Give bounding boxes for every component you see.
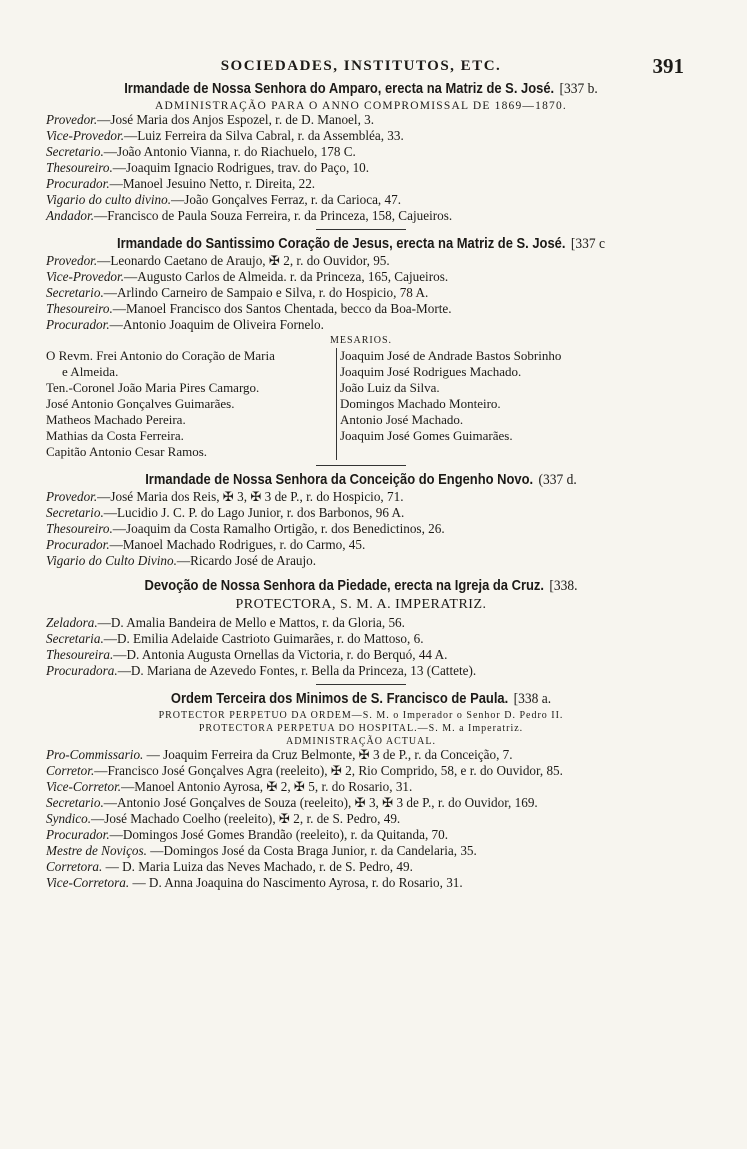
mesario: João Luiz da Silva.	[340, 380, 440, 395]
mesarios-right-column	[336, 348, 561, 460]
divider	[316, 229, 406, 230]
entry: Procurador.—Manoel Jesuino Netto, r. Direita, 22.	[46, 176, 316, 191]
section-ref: [337 b.	[559, 81, 598, 97]
entry: Mestre de Noviços. —Domingos José da Costa Braga Junior, r. da Candelaria, 35.	[46, 843, 477, 858]
mesario: e Almeida.	[62, 364, 119, 379]
section-ref: [338.	[549, 578, 578, 594]
mesario: O Revm. Frei Antonio do Coração de Maria	[46, 348, 275, 363]
section-title-amparo: Irmandade de Nossa Senhora do Amparo, erecta na Matriz de S. José. [337 b.	[124, 81, 598, 97]
entry: Vice-Provedor.—Luiz Ferreira da Silva Cabral, r. da Assembléa, 33.	[46, 128, 404, 143]
mesario: Matheos Machado Pereira.	[46, 412, 186, 427]
entry-list	[46, 112, 676, 224]
mesario: Mathias da Costa Ferreira.	[46, 428, 184, 443]
entry: Procurador.—Antonio Joaquim de Oliveira Fornelo.	[46, 317, 324, 332]
running-title: SOCIEDADES, INSTITUTOS, ETC.	[220, 58, 502, 74]
entry-list	[46, 747, 676, 891]
entry: Secretario.—Antonio José Gonçalves de Souza (reeleito), ✠ 3, ✠ 3 de P., r. do Ouvidor, 169.	[46, 795, 538, 810]
entry: Provedor.—Leonardo Caetano de Araujo, ✠ 2, r. do Ouvidor, 95.	[46, 253, 390, 268]
protector-line: PROTECTOR PERPETUO DA ORDEM—S. M. o Imperador o Senhor D. Pedro II.	[158, 710, 564, 721]
mesario: Capitão Antonio Cesar Ramos.	[46, 444, 208, 459]
running-header	[46, 54, 684, 78]
mesario: Antonio José Machado.	[340, 412, 464, 427]
entry-list	[46, 253, 676, 333]
entry: Procuradora.—D. Mariana de Azevedo Fontes, r. Bella da Princeza, 13 (Cattete).	[46, 663, 477, 678]
mesarios-columns	[46, 348, 676, 460]
entry: Provedor.—José Maria dos Anjos Espozel, r. de D. Manoel, 3.	[46, 112, 375, 127]
entry: Andador.—Francisco de Paula Souza Ferreira, r. da Princeza, 158, Cajueiros.	[46, 208, 453, 223]
entry: Secretario.—Lucidio J. C. P. do Lago Junior, r. dos Barbonos, 96 A.	[46, 505, 405, 520]
section-title-coracao: Irmandade do Santissimo Coração de Jesus, erecta na Matriz de S. José. [337 c	[117, 236, 605, 252]
entry: Vigario do culto divino.—João Gonçalves Ferraz, r. da Carioca, 47.	[46, 192, 402, 207]
entry: Thesoureiro.—Manoel Francisco dos Santos Chentada, becco da Boa-Morte.	[46, 301, 452, 316]
entry: Procurador.—Manoel Machado Rodrigues, r. do Carmo, 45.	[46, 537, 366, 552]
admin-label: ADMINISTRAÇÃO ACTUAL.	[286, 736, 436, 747]
mesario: Joaquim José Rodrigues Machado.	[340, 364, 522, 379]
mesarios-left-column	[46, 348, 336, 460]
mesario: Joaquim José de Andrade Bastos Sobrinho	[340, 348, 562, 363]
section-ref: (337 d.	[538, 472, 577, 488]
entry-list	[46, 615, 676, 679]
mesario: Joaquim José Gomes Guimarães.	[340, 428, 513, 443]
entry: Pro-Commissario. — Joaquim Ferreira da Cruz Belmonte, ✠ 3 de P., r. da Conceição, 7.	[46, 747, 513, 762]
entry: Procurador.—Domingos José Gomes Brandão (reeleito), r. da Quitanda, 70.	[46, 827, 449, 842]
entry-list	[46, 489, 676, 569]
divider	[316, 684, 406, 685]
protectora-line: PROTECTORA, S. M. A. IMPERATRIZ.	[235, 597, 487, 612]
entry: Corretor.—Francisco José Gonçalves Agra (reeleito), ✠ 2, Rio Comprido, 58, e r. do Ouvidor, 85.	[46, 763, 563, 778]
section-title-piedade: Devoção de Nossa Senhora da Piedade, erecta na Igreja da Cruz. [338.	[144, 578, 578, 594]
page-number: 391	[652, 54, 684, 78]
entry: Thesoureiro.—Joaquim da Costa Ramalho Ortigão, r. dos Benedictinos, 26.	[46, 521, 445, 536]
section-subtitle: ADMINISTRAÇÃO PARA O ANNO COMPROMISSAL DE 1869—1870.	[154, 100, 568, 112]
entry: Thesoureiro.—Joaquim Ignacio Rodrigues, trav. do Paço, 10.	[46, 160, 370, 175]
entry: Secretario.—João Antonio Vianna, r. do Riachuelo, 178 C.	[46, 144, 356, 159]
section-ref: [337 c	[570, 236, 605, 252]
entry: Vigario do Culto Divino.—Ricardo José de Araujo.	[46, 553, 317, 568]
entry: Vice-Corretor.—Manoel Antonio Ayrosa, ✠ 2, ✠ 5, r. do Rosario, 31.	[46, 779, 413, 794]
entry: Vice-Provedor.—Augusto Carlos de Almeida. r. da Princeza, 165, Cajueiros.	[46, 269, 449, 284]
mesarios-label: MESARIOS.	[329, 335, 393, 346]
mesario: Ten.-Coronel João Maria Pires Camargo.	[46, 380, 260, 395]
divider	[316, 465, 406, 466]
entry: Syndico.—José Machado Coelho (reeleito), ✠ 2, r. de S. Pedro, 49.	[46, 811, 401, 826]
mesario: Domingos Machado Monteiro.	[340, 396, 501, 411]
entry: Secretario.—Arlindo Carneiro de Sampaio e Silva, r. do Hospicio, 78 A.	[46, 285, 429, 300]
entry: Zeladora.—D. Amalia Bandeira de Mello e Mattos, r. da Gloria, 56.	[46, 615, 405, 630]
entry: Secretaria.—D. Emilia Adelaide Castrioto Guimarães, r. do Mattoso, 6.	[46, 631, 424, 646]
mesario: José Antonio Gonçalves Guimarães.	[46, 396, 235, 411]
entry: Vice-Corretora. — D. Anna Joaquina do Nascimento Ayrosa, r. do Rosario, 31.	[46, 875, 463, 890]
document-page	[46, 54, 684, 891]
section-title-conceicao: Irmandade de Nossa Senhora da Conceição do Engenho Novo. (337 d.	[145, 472, 577, 488]
entry: Corretora. — D. Maria Luiza das Neves Machado, r. de S. Pedro, 49.	[46, 859, 413, 874]
section-title-minimos: Ordem Terceira dos Minimos de S. Francisco de Paula. [338 a.	[170, 691, 552, 707]
entry: Provedor.—José Maria dos Reis, ✠ 3, ✠ 3 de P., r. do Hospicio, 71.	[46, 489, 404, 504]
section-ref: [338 a.	[513, 691, 552, 707]
protectora-line: PROTECTORA PERPETUA DO HOSPITAL.—S. M. a Imperatriz.	[198, 723, 524, 734]
entry: Thesoureira.—D. Antonia Augusta Ornellas da Victoria, r. do Berquó, 44 A.	[46, 647, 448, 662]
